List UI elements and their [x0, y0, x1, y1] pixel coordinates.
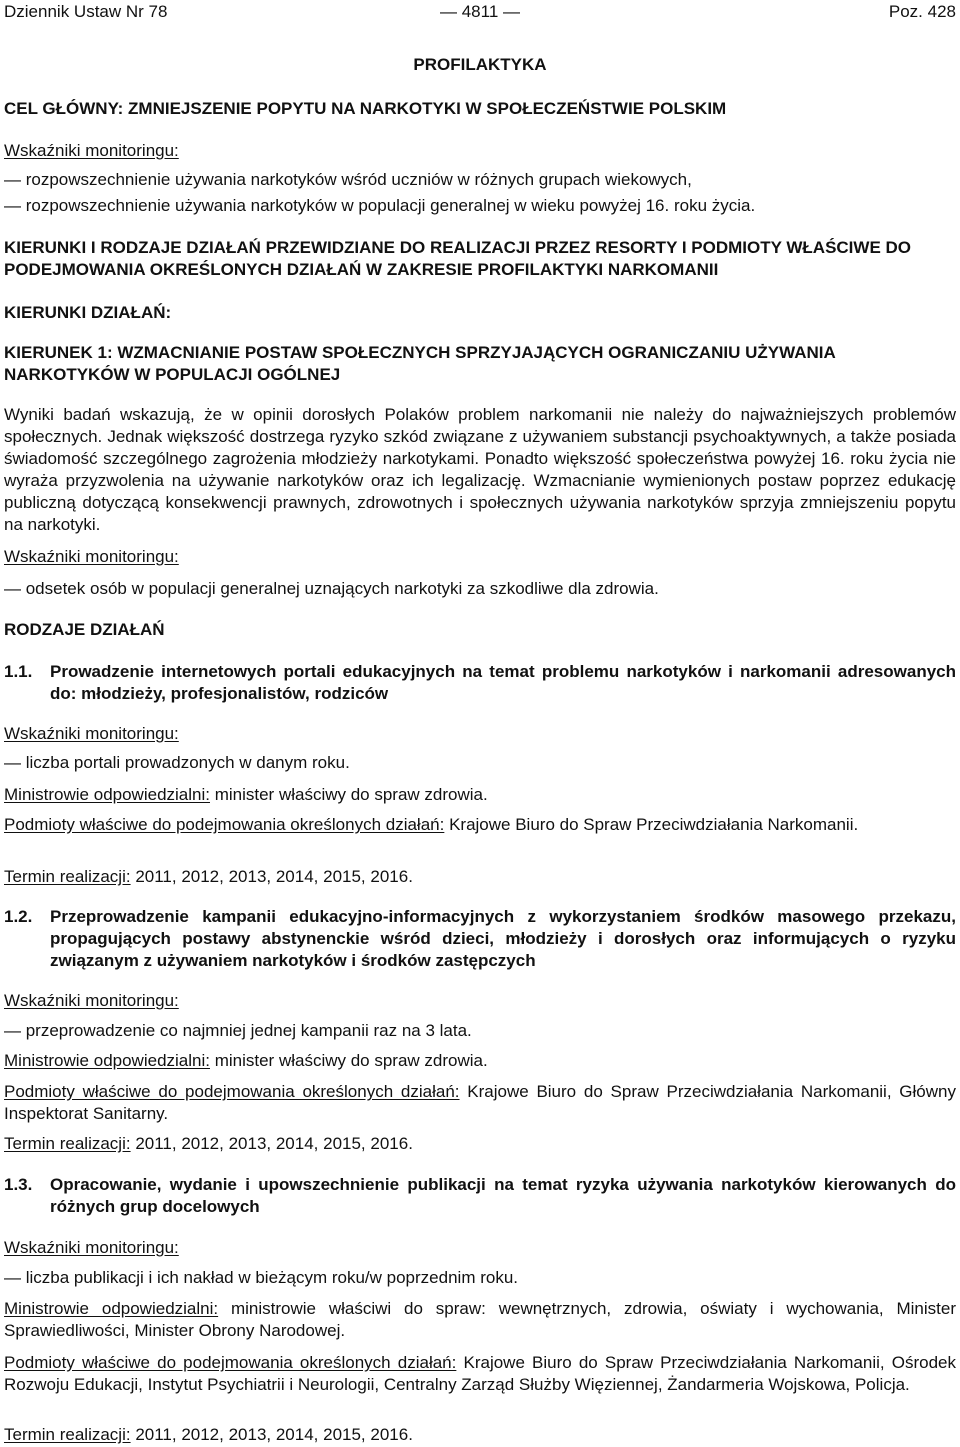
action-1-1-ministers-value: minister właściwy do spraw zdrowia. — [209, 785, 488, 804]
action-1-1-title-block — [4, 661, 956, 705]
action-1-3-entities — [4, 1352, 956, 1396]
action-1-1-ministers — [4, 784, 956, 806]
direction-1-monitoring-label: Wskaźniki monitoringu: — [4, 547, 179, 566]
action-1-3-indicator: — liczba publikacji i ich nakład w bieżącym roku/w poprzednim roku. — [4, 1268, 518, 1287]
action-1-3-ministers — [4, 1298, 956, 1342]
deadline-label: Termin realizacji: — [4, 1425, 131, 1444]
action-1-3-title: Opracowanie, wydanie i upowszechnienie publikacji na temat ryzyka używania narkotyków kierowanych do różnych grup docelowych — [50, 1175, 956, 1216]
main-indicator-2: — rozpowszechnienie używania narkotyków w populacji generalnej w wieku powyżej 16. roku życia. — [4, 196, 756, 215]
ministers-label: Ministrowie odpowiedzialni: — [4, 785, 210, 804]
action-1-1-title: Prowadzenie internetowych portali edukacyjnych na temat problemu narkotyków i narkomanii adresowanych do: młodzieży, profesjonalistów, rodziców — [50, 662, 956, 703]
action-1-2-ministers-value: minister właściwy do spraw zdrowia. — [209, 1051, 488, 1070]
action-types-label: RODZAJE DZIAŁAŃ — [4, 620, 165, 639]
action-1-2-deadline — [4, 1133, 956, 1155]
action-1-3-number: 1.3. — [4, 1175, 33, 1194]
entities-label: Podmioty właściwe do podejmowania określonych działań: — [4, 1353, 457, 1372]
action-1-3-monitoring-label: Wskaźniki monitoringu: — [4, 1238, 179, 1257]
section-title: PROFILAKTYKA — [413, 55, 547, 74]
direction-1-title: KIERUNEK 1: WZMACNIANIE POSTAW SPOŁECZNYCH SPRZYJAJĄCYCH OGRANICZANIU UŻYWANIA NARKOTYKÓW W POPULACJI OGÓLNEJ — [4, 343, 836, 384]
deadline-label: Termin realizacji: — [4, 1134, 131, 1153]
action-1-2-entities-value: Krajowe Biuro do Spraw Przeciwdziałania Narkomanii, Główny Inspektorat Sanitarny. — [4, 1082, 956, 1123]
entities-label: Podmioty właściwe do podejmowania określonych działań: — [4, 815, 445, 834]
main-goal: CEL GŁÓWNY: ZMNIEJSZENIE POPYTU NA NARKOTYKI W SPOŁECZEŃSTWIE POLSKIM — [4, 99, 727, 118]
action-1-1-entities-value: Krajowe Biuro do Spraw Przeciwdziałania Narkomanii. — [444, 815, 859, 834]
action-1-2-number: 1.2. — [4, 907, 33, 926]
action-1-2-entities — [4, 1081, 956, 1125]
action-1-1-deadline-value: 2011, 2012, 2013, 2014, 2015, 2016. — [130, 867, 413, 886]
action-1-3-entities-value: Krajowe Biuro do Spraw Przeciwdziałania Narkomanii, Ośrodek Rozwoju Edukacji, Instytut Psychiatrii i Neurologii, Centralny Zarząd Służby Więziennej, Żandarmeria Wojskowa, Policja. — [4, 1353, 956, 1394]
action-1-1-number: 1.1. — [4, 662, 33, 681]
position-number: Poz. 428 — [888, 2, 956, 21]
action-1-2-indicator: — przeprowadzenie co najmniej jednej kampanii raz na 3 lata. — [4, 1021, 472, 1040]
action-1-1-indicator: — liczba portali prowadzonych w danym roku. — [4, 753, 350, 772]
directions-label: KIERUNKI DZIAŁAŃ: — [4, 303, 172, 322]
action-1-3-deadline-value: 2011, 2012, 2013, 2014, 2015, 2016. — [130, 1425, 413, 1444]
action-1-1-monitoring-label: Wskaźniki monitoringu: — [4, 724, 179, 743]
direction-1-indicator: — odsetek osób w populacji generalnej uznających narkotyki za szkodliwe dla zdrowia. — [4, 579, 659, 598]
action-1-1-entities — [4, 814, 956, 836]
journal-name: Dziennik Ustaw Nr 78 — [4, 2, 168, 21]
entities-label: Podmioty właściwe do podejmowania określonych działań: — [4, 1082, 460, 1101]
action-1-1-deadline — [4, 866, 956, 888]
main-indicator-1: — rozpowszechnienie używania narkotyków wśród uczniów w różnych grupach wiekowych, — [4, 170, 692, 189]
action-1-2-title-block — [4, 906, 956, 972]
direction-1-text: Wyniki badań wskazują, że w opinii dorosłych Polaków problem narkomanii nie należy do najważniejszych problemów społecznych. Jednak większość dostrzega ryzyko szkód związane z używaniem substancji psychoaktywnych, a także posiada świadomość szczególnego zagrożenia młodzieży narkotykami. Ponadto większość społeczeństwa powyżej 16. roku życia nie wyraża przyzwolenia na używanie narkotyków oraz ich legalizację. Wzmacnianie wymienionych postaw poprzez edukację publiczną dotyczącą konsekwencji prawnych, zdrowotnych i społecznych używania narkotyków sprzyja zmniejszeniu popytu na narkotyki. — [4, 405, 956, 534]
action-1-2-title: Przeprowadzenie kampanii edukacyjno-informacyjnych z wykorzystaniem środków masowego przekazu, propagujących postawy abstynenckie wśród dzieci, młodzieży i dorosłych oraz informujących o ryzyku związanym z używaniem narkotyków i środków zastępczych — [50, 907, 956, 970]
action-1-2-ministers — [4, 1050, 956, 1072]
main-monitoring-label: Wskaźniki monitoringu: — [4, 141, 179, 160]
ministers-label: Ministrowie odpowiedzialni: — [4, 1299, 219, 1318]
page-number: — 4811 — — [440, 2, 521, 21]
action-1-3-title-block — [4, 1174, 956, 1218]
ministers-label: Ministrowie odpowiedzialni: — [4, 1051, 210, 1070]
action-1-3-deadline — [4, 1424, 956, 1446]
page-header — [4, 0, 956, 22]
action-1-3-ministers-value: ministrowie właściwi do spraw: wewnętrznych, zdrowia, oświaty i wychowania, Minister Sprawiedliwości, Minister Obrony Narodowej. — [4, 1299, 957, 1340]
action-1-2-monitoring-label: Wskaźniki monitoringu: — [4, 991, 179, 1010]
action-1-2-deadline-value: 2011, 2012, 2013, 2014, 2015, 2016. — [130, 1134, 413, 1153]
directions-heading: KIERUNKI I RODZAJE DZIAŁAŃ PRZEWIDZIANE DO REALIZACJI PRZEZ RESORTY I PODMIOTY WŁAŚCIWE DO PODEJMOWANIA OKREŚLONYCH DZIAŁAŃ W ZAKRESIE PROFILAKTYKI NARKOMANII — [4, 238, 912, 279]
deadline-label: Termin realizacji: — [4, 867, 131, 886]
